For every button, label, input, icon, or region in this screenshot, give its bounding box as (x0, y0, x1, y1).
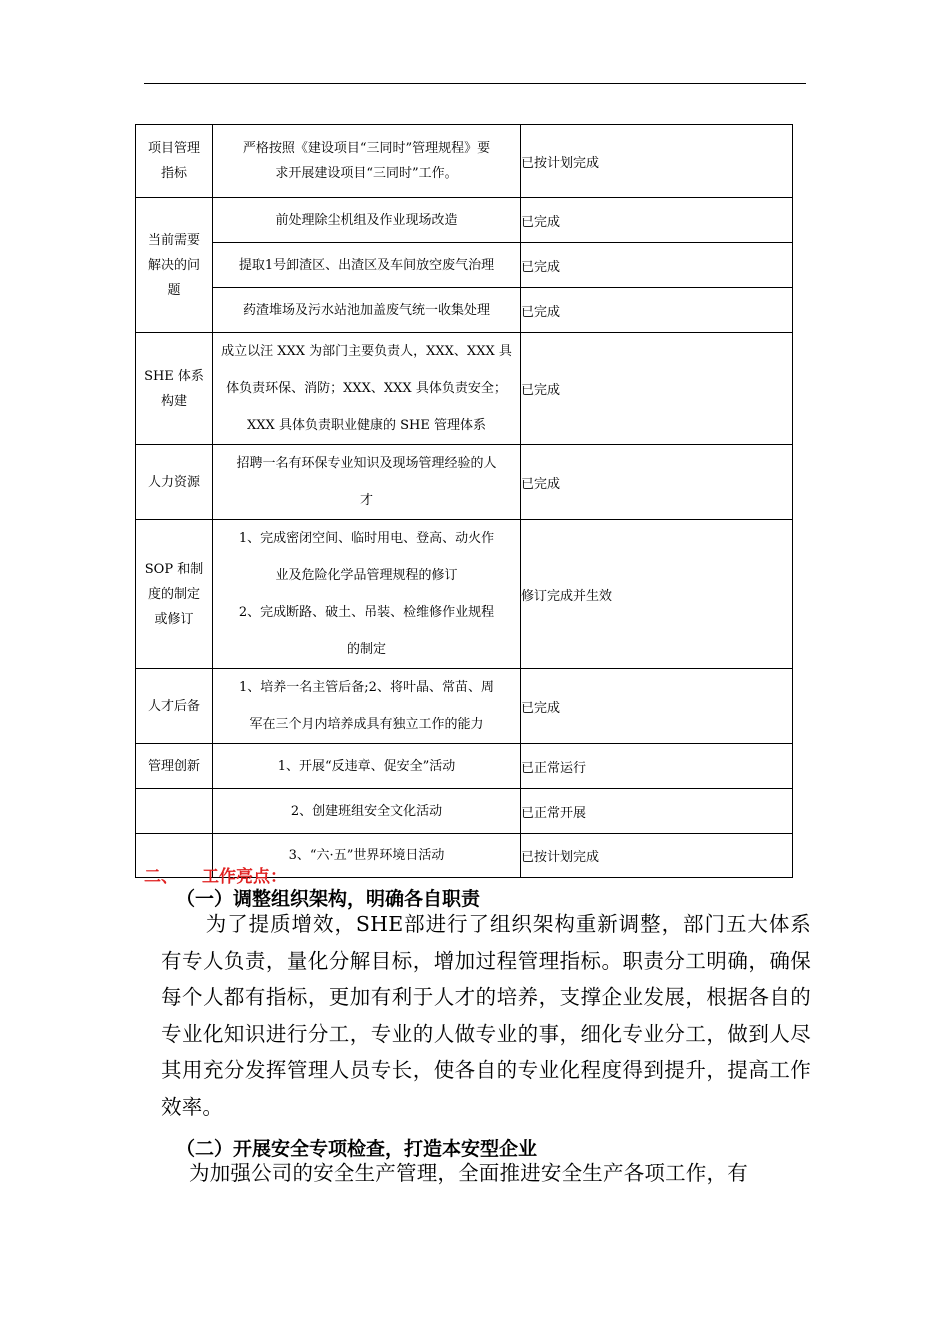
table-row (136, 333, 793, 445)
subsection-heading: （二）开展安全专项检查，打造本安型企业 (176, 1138, 538, 1160)
item-cell: 1、培养一名主管后备;2、将叶晶、常苗、周 军在三个月内培养成具有独立工作的能力 (213, 669, 521, 744)
status-cell: 已完成 (521, 445, 793, 520)
table-row (136, 789, 793, 834)
she-summary-table (135, 124, 793, 878)
category-cell: SHE 体系 构建 (136, 333, 213, 445)
item-cell: 提取1号卸渣区、出渣区及车间放空废气治理 (213, 243, 521, 288)
status-cell: 已按计划完成 (521, 834, 793, 878)
table-row (136, 445, 793, 520)
status-cell: 已正常开展 (521, 789, 793, 834)
category-cell: 项目管理 指标 (136, 125, 213, 198)
table-row (136, 125, 793, 198)
header-rule (144, 83, 806, 84)
subsection-heading: （一）调整组织架构，明确各自职责 (176, 888, 481, 910)
item-cell: 1、完成密闭空间、临时用电、登高、动火作 业及危险化学品管理规程的修订 2、完成断路、破土、吊装、检维修作业规程 的制定 (213, 520, 521, 669)
item-cell: 招聘一名有环保专业知识及现场管理经验的人 才 (213, 445, 521, 520)
status-cell: 已完成 (521, 288, 793, 333)
status-cell: 修订完成并生效 (521, 520, 793, 669)
table-row (136, 520, 793, 669)
table-row (136, 288, 793, 333)
section-number: 二、 (144, 867, 178, 887)
category-cell (136, 789, 213, 834)
status-cell: 已完成 (521, 333, 793, 445)
category-cell: 人力资源 (136, 445, 213, 520)
category-cell: 当前需要 解决的问 题 (136, 198, 213, 333)
item-cell: 前处理除尘机组及作业现场改造 (213, 198, 521, 243)
item-cell: 药渣堆场及污水站池加盖废气统一收集处理 (213, 288, 521, 333)
item-cell: 2、创建班组安全文化活动 (213, 789, 521, 834)
table-row (136, 669, 793, 744)
status-cell: 已完成 (521, 669, 793, 744)
table-row (136, 198, 793, 243)
item-cell: 3、“六·五”世界环境日活动 (213, 834, 521, 878)
status-cell: 已按计划完成 (521, 125, 793, 198)
section-title: 工作亮点： (202, 867, 287, 887)
category-cell: SOP 和制 度的制定 或修订 (136, 520, 213, 669)
body-paragraph: 为加强公司的安全生产管理，全面推进安全生产各项工作，有 (189, 1161, 748, 1185)
category-cell: 管理创新 (136, 744, 213, 789)
category-cell: 人才后备 (136, 669, 213, 744)
item-cell: 1、开展“反违章、促安全”活动 (213, 744, 521, 789)
item-cell: 成立以汪 XXX 为部门主要负责人，XXX、XXX 具 体负责环保、消防；XXX、XXX 具体负责安全； XXX 具体负责职业健康的 SHE 管理体系 (213, 333, 521, 445)
status-cell: 已完成 (521, 243, 793, 288)
status-cell: 已正常运行 (521, 744, 793, 789)
table-row (136, 243, 793, 288)
item-cell: 严格按照《建设项目“三同时”管理规程》要 求开展建设项目“三同时”工作。 (213, 125, 521, 198)
body-paragraph: 为了提质增效，SHE部进行了组织架构重新调整，部门五大体系有专人负责，量化分解目标，增加过程管理指标。职责分工明确，确保每个人都有指标，更加有利于人才的培养，支撑企业发展，根据各自的专业化知识进行分工，专业的人做专业的事，细化专业分工，做到人尽其用充分发挥管理人员专长，使各自的专业化程度得到提升，提高工作效率。 (161, 912, 811, 1119)
table-row (136, 744, 793, 789)
status-cell: 已完成 (521, 198, 793, 243)
